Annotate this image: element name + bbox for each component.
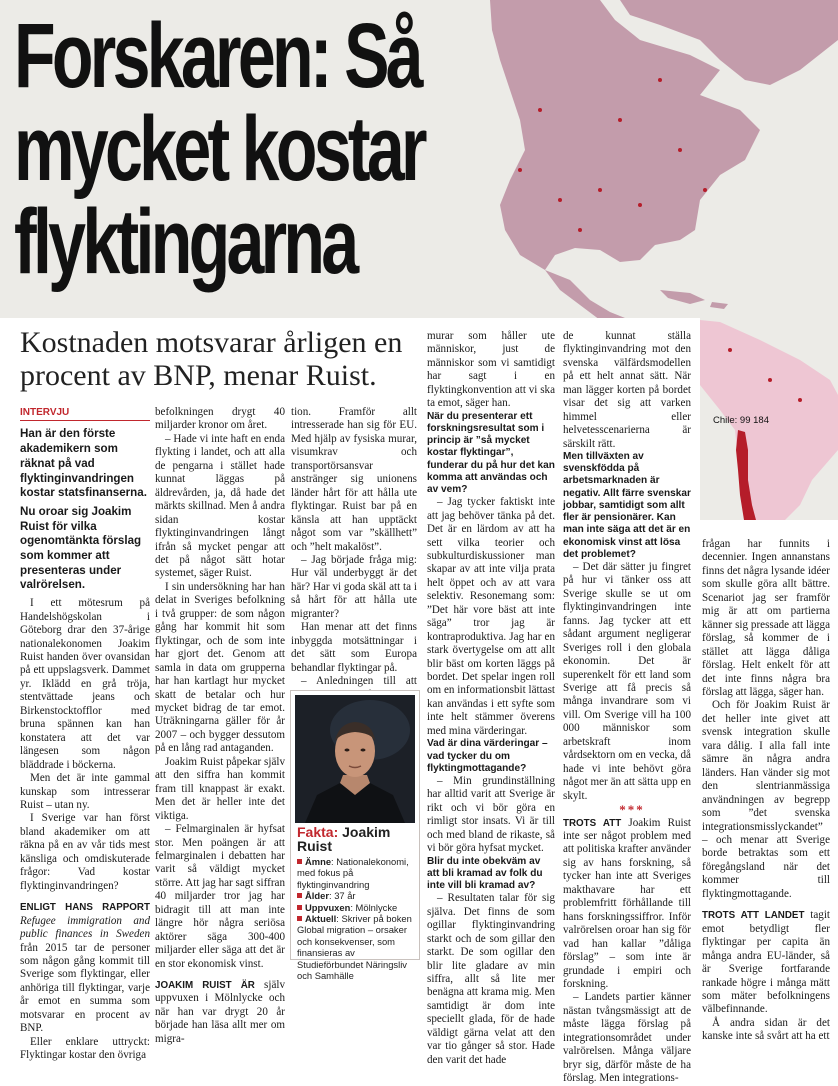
section-lead: TROTS ATT <box>563 817 622 829</box>
body-paragraph: – Resultaten talar för sig själva. Det finns de som ogillar flyktinginvandring starkt och de som gillar den starkt. De som ogillar den blir lite gladare av min siffra, allt så lite mer benägna att krama mig. Men samtidigt är dom inte speciellt glada, för de hade väldigt gärna velat att den var tio gånger så stor. Hade den varit det hade <box>427 892 555 1066</box>
section-lead: JOAKIM RUIST ÄR <box>155 980 255 992</box>
map-dot <box>558 198 562 202</box>
headline-line-2: mycket kostar <box>14 98 424 200</box>
body-paragraph: Han menar att det finns inbyggda motsättningar i det sätt som Europa behandlar flyktingar på. <box>291 621 417 674</box>
fakta-key: Aktuell <box>305 913 337 925</box>
fakta-title <box>297 825 417 853</box>
body-paragraph <box>20 901 150 1036</box>
fakta-list <box>297 856 415 981</box>
body-text: Joakim Ruist inte ser något problem med att politiska krafter använder sig av hans forskning, så tycker han inte att Sveriges makthavare har ett problemfritt förhållande till hans forskningssiffror. Inför valrörelsen oroar han sig för vad han kallar ”dåliga förslag” – som inte är grundade i empiri och forskning. <box>563 816 692 990</box>
bullet-icon <box>297 916 302 921</box>
body-paragraph <box>702 909 830 1017</box>
body-paragraph: – Det där sätter ju fingret på hur vi tänker oss att Sverige skulle se ut om flyktinginvandringen inte fanns. Jag tycker att ett sådant argument negligerar Sveriges roll i den globala ekonomin. Det är superenkelt för ett land som Sverige att få precis så många invandrare som vi vill. Om Sverige vill ha 100 000 människor som arbetskraft inom vårdsektorn om en vecka, då hade vi inte behövt göra något mer än att sätta upp en skylt. <box>563 560 691 802</box>
body-paragraph: murar som håller ute människor, just de människor som vi samtidigt har sagt i en flyktingkonvention att vi ska ta emot, säger han. <box>427 330 555 410</box>
question: Men tillväxten av svenskfödda på arbetsmarknaden är negativ. Allt färre svenskar jobbar, samtidigt som allt fler är pensionärer. Kan man inte säga att det är en ekonomisk vinst att lösa det problemet? <box>563 451 691 560</box>
fakta-value: Mölnlycke <box>355 901 398 913</box>
map-dot <box>638 203 642 207</box>
body-paragraph: frågan har funnits i decennier. Ingen annanstans finns det några lysande idéer som skulle göra allt bättre. Scenariot jag ser framför mig är att om partierna känner sig pressade att lägga förslag, så kommer de i stället att lägga dåliga förslag. Helt enkelt för att det inte finns några bra förslag att lägga, säger han. <box>702 538 830 698</box>
headline-line-3: flyktingarna <box>14 191 356 293</box>
fakta-value: Nationalekonomi, med fokus på flyktinginvandring <box>297 856 409 890</box>
deck: Kostnaden motsvarar årligen en procent av BNP, menar Ruist. <box>20 326 403 392</box>
column-6 <box>702 538 830 1044</box>
fakta-item: Aktuell: Skriver på boken Global migration – orsaker och konsekvenser, som finansieras av Studieförbundet Näringsliv och Samhälle <box>297 913 412 982</box>
question: Vad är dina värderingar – vad tycker du om flyktingmottagande? <box>427 738 548 774</box>
body-paragraph <box>563 817 691 992</box>
body-paragraph: I sin undersökning har han delat in Sveriges befolkning i två grupper: de som någon gång har kommit hit som flyktingar, och de som inte har gjort det. Genom att samla in data om grupperna har han kartlagt hur mycket skatt de betalar och hur mycket bidrag de tar emot. Uträkningarna gäller för år 2007 – och bygger dessutom på en lång rad antaganden. <box>155 580 285 755</box>
body-paragraph: Men det är inte gammal kunskap som intresserar Ruist – utan ny. <box>20 772 150 811</box>
body-paragraph: – Jag tycker faktiskt inte att jag behöver tänka på det. Det är en lärdom av att ha sett vilka teorier och subkulturdiskussioner man skapar av att inte vilja prata helt öppet och av att vara selektiv. Resonemang som: ”Det här vore bäst att inte säga” tror jag är kontraproduktiva. Jag har en stark övertygelse om att allt blir bäst om korten läggs på bordet. Det spelar ingen roll om en informationsbit lättast kan användas i ett syfte som inte helt stämmer överens med mina värderingar. <box>427 496 555 737</box>
body-paragraph: – Min grundinställning har alltid varit att Sverige är rikt och vi bör göra en rimligt stor insats. Vi är till och med bland de rikaste, så vi bör göra hyfsat mycket. <box>427 774 555 855</box>
map-dot <box>538 108 542 112</box>
section-lead: ENLIGT HANS RAPPORT <box>20 902 150 914</box>
fakta-label: Fakta: <box>297 824 339 840</box>
fakta-name: Joakim Ruist <box>297 824 391 854</box>
body-paragraph: I Sverige var han först bland akademiker om att räkna på en av vår tids mest känsliga och omdiskuterade frågor: Vad kostar flyktinginvandringen? <box>20 812 150 892</box>
map-dot <box>578 228 582 232</box>
fakta-key: Uppvuxen <box>305 901 351 913</box>
body-paragraph: – Anledningen till att <box>301 675 417 688</box>
body-paragraph: Å andra sidan är det kanske inte så svårt att ha ett <box>702 1016 830 1043</box>
column-2 <box>155 406 285 1046</box>
column-3 <box>291 406 417 729</box>
map-dot <box>518 168 522 172</box>
body-paragraph: – Felmarginalen är hyfsat stor. Men poängen är att felmarginalen i debatten har varit så väldigt mycket större. Att jag har sagt siffran 40 miljarder tror jag har bidragit till att man inte längre hör några seriösa aktörer säga 300-400 miljarder eller säga att det är en stor ekonomisk vinst. <box>155 823 285 970</box>
question: Blir du inte obekväm av att bli kramad av folk du inte vill bli kramad av? <box>427 855 543 892</box>
fakta-box <box>290 690 420 982</box>
map-dot <box>703 188 707 192</box>
body-text: från 2015 tar de personer som någon gång kommit till Sverige som flyktingar, eller anhöriga till flyktingar, varje år emot en summa som motsvarar en procent av BNP. <box>20 941 150 1035</box>
map-dot <box>658 78 662 82</box>
body-paragraph: de kunnat ställa flyktinginvandring mot den svenska välfärdsmodellen på ett helt annat sätt. När man lägger korten på bordet visar det sig att varken himmel eller helvetesscenarierna är särskilt rätt. <box>563 330 691 450</box>
bullet-icon <box>297 893 302 898</box>
section-divider: *** <box>619 802 645 818</box>
column-4 <box>427 330 555 1067</box>
body-paragraph: – Jag började fråga mig: Hur väl underbyggt är det här? Har vi goda skäl att ta i så hårt för att hålla ute migranter? <box>291 553 417 620</box>
bullet-icon <box>297 905 302 910</box>
fakta-value: Skriver på boken Global migration – orsaker och konsekvenser, som finansieras av Studieförbundet Näringsliv och Samhälle <box>297 913 412 982</box>
body-paragraph: Joakim Ruist påpekar själv att den siffra han kommit fram till knappast är exakt. Men det är heller inte det viktiga. <box>155 755 285 822</box>
body-paragraph: tion. Framför allt intresserade han sig för EU. Med hjälp av fysiska murar, visumkrav och transportörsansvar anstränger sig unionens länder hårt för att hålla ute flyktingar. Ruist bar på en känsla att han upptäckt något som var ”skällhett” och ”helt makalöst”. <box>291 406 417 553</box>
map-dot <box>598 188 602 192</box>
body-text: själv uppvuxen i Mölnlycke och när han var drygt 20 år började han läsa allt mer om migra- <box>155 979 285 1045</box>
lead <box>20 427 150 593</box>
body-text: tagit emot betydligt fler flyktingar per capita än många andra EU-länder, så är Sverige fortfarande rankade högre i många mätt som mäter befolkningens välbefinnande. <box>702 909 830 1016</box>
column-1 <box>20 406 150 1063</box>
bullet-icon <box>297 859 302 864</box>
portrait-photo <box>295 695 415 823</box>
body-paragraph: I ett mötesrum på Handelshögskolan i Göteborg drar den 37-årige nationalekonomen Joakim Ruist handen över ovansidan på ett uppslagsverk. Dammet yr. Iklädd en grå tröja, stentvättade jeans och Birkenstocktofflor med bruna spännen kan han konstatera att det var längesen som någon bläddrade i böckerna. <box>20 597 150 771</box>
column-5 <box>563 330 691 1086</box>
headline <box>14 5 428 293</box>
question: När du presenterar ett forskningsresultat som i princip är ”så mycket kostar flyktingar”, funderar du på hur det kan komma att användas och av vem? <box>427 410 555 495</box>
body-paragraph: Eller enklare uttryckt: Flyktingar kostar den övriga <box>20 1035 150 1062</box>
fakta-item: Ålder: 37 år <box>297 890 415 901</box>
body-paragraph: befolkningen drygt 40 miljarder kronor om året. <box>155 406 285 432</box>
fakta-item: Ämne: Nationalekonomi, med fokus på flyktinginvandring <box>297 856 409 890</box>
section-lead: TROTS ATT LANDET <box>702 910 805 922</box>
fakta-key: Ämne <box>305 856 332 867</box>
map-label-chile: Chile: 99 184 <box>713 415 769 426</box>
map-dot <box>618 118 622 122</box>
report-title: Refugee immigration and public finances in Sweden <box>20 914 150 941</box>
fakta-value: 37 år <box>334 890 356 902</box>
fakta-key: Ålder <box>305 890 329 902</box>
kicker: INTERVJU <box>20 406 150 421</box>
body-paragraph: Och för Joakim Ruist är det heller inte givet att svensk integration skulle vara dålig. I alla fall inte sämre än några andra länders. Han vänder sig mot den slentrianmässiga användningen av begrepp som ”det svenska integrationsmisslyckandet” – och menar att Sverige borde betraktas som ett föregångsland när det kommer till flyktingmottagande. <box>702 699 830 900</box>
headline-line-1: Forskaren: Så <box>14 5 420 107</box>
body-paragraph: – Hade vi inte haft en enda flykting i landet, och att alla de pengarna i stället hade kunnat läggas på äldrevården, ja, då hade det märkts skillnad. Men å andra sidan kostar flyktinginvandringen långt ifrån så mycket pengar att det på något sätt hotar systemet, säger Ruist. <box>155 432 285 580</box>
lead-paragraph: Nu oroar sig Joakim Ruist för vilka ogenomtänkta förslag som kommer att presenteras under valrörelsen. <box>20 504 142 592</box>
body-paragraph <box>155 979 285 1046</box>
body-paragraph: – Landets partier känner nästan tvångsmässigt att de måste lägga förslag på integrationsområdet under valrörelsen. Många väljare bryr sig, därför måste de ha förslag. Men integrations- <box>563 991 691 1085</box>
lead-paragraph: Han är den förste akademikern som räknat på vad flyktinginvandringen kostar statsfinanserna. <box>20 427 147 500</box>
map-dot <box>678 148 682 152</box>
fakta-item: Uppvuxen: Mölnlycke <box>297 902 415 913</box>
portrait-illustration <box>295 695 415 823</box>
